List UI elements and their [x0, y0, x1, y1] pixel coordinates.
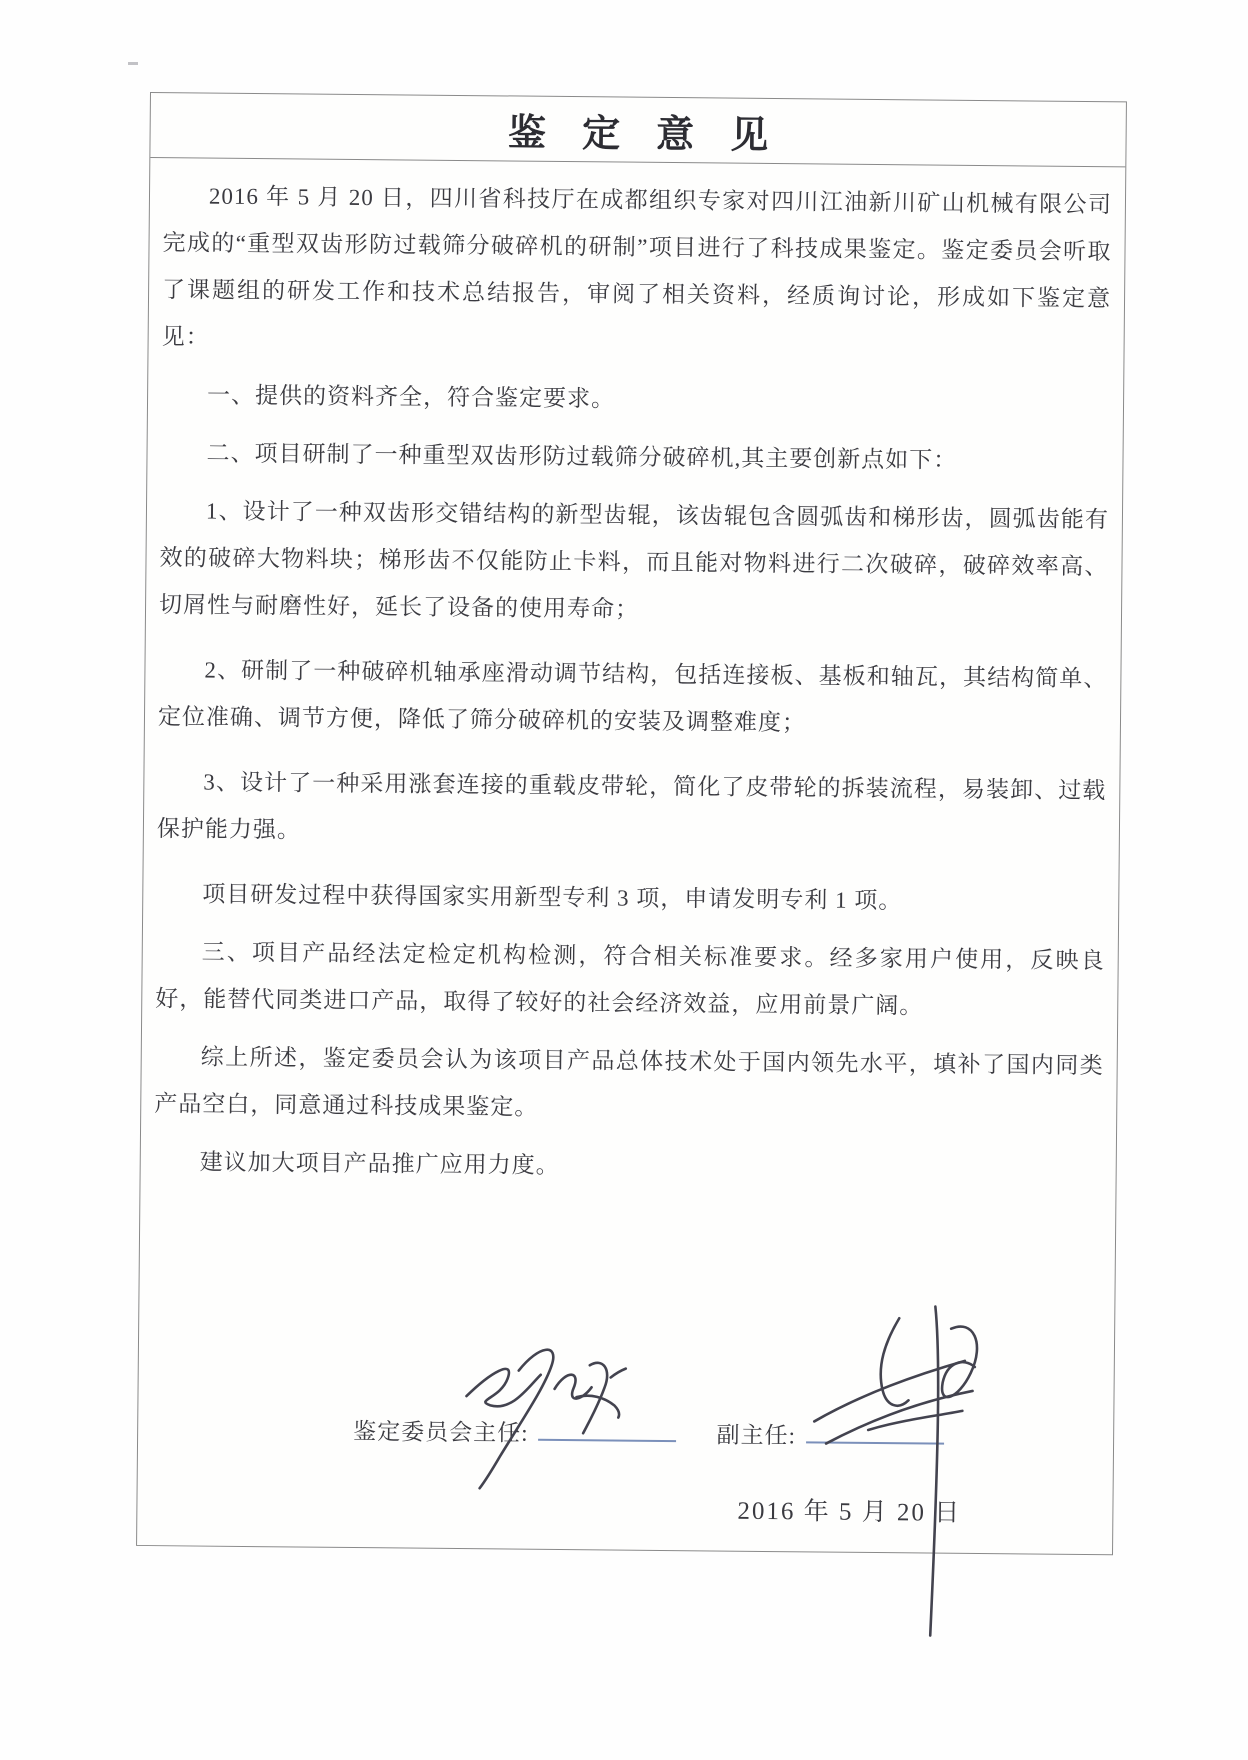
vice-chairman-signature	[808, 1299, 996, 1646]
appraisal-date: 2016 年 5 月 20 日	[737, 1497, 962, 1527]
document-body	[141, 158, 1126, 1194]
chairman-signature	[459, 1334, 636, 1576]
paragraph-innovation-2: 2、研制了一种破碎机轴承座滑动调节结构，包括连接板、基板和轴瓦，其结构简单、定位准确、调节方便，降低了筛分破碎机的安装及调整难度；	[157, 657, 1108, 736]
paragraph-conclusion: 综上所述，鉴定委员会认为该项目产品总体技术处于国内领先水平，填补了国内同类产品空白，同意通过科技成果鉴定。	[154, 1044, 1104, 1120]
title-bar	[150, 93, 1126, 167]
paragraph-point-3: 三、项目产品经法定检定机构检测，符合相关标准要求。经多家用户使用，反映良好，能替代同类进口产品，取得了较好的社会经济效益，应用前景广阔。	[155, 939, 1105, 1019]
paragraph-innovation-1: 1、设计了一种双齿形交错结构的新型齿辊，该齿辊包含圆弧齿和梯形齿，圆弧齿能有效的破碎大物料块；梯形齿不仅能防止卡料，而且能对物料进行二次破碎，破碎效率高、切屑性与耐磨性好，延长了设备的使用寿命；	[158, 498, 1110, 622]
paragraph-point-1: 一、提供的资料齐全，符合鉴定要求。	[206, 382, 616, 412]
paragraph-innovation-3: 3、设计了一种采用涨套连接的重载皮带轮，简化了皮带轮的拆装流程，易装卸、过载保护能力强。	[156, 769, 1107, 843]
scan-artifact	[128, 62, 138, 65]
paragraph-intro: 2016 年 5 月 20 日，四川省科技厅在成都组织专家对四川江油新川矿山机械有限公司完成的“重型双齿形防过载筛分破碎机的研制”项目进行了科技成果鉴定。鉴定委员会听取了课题组的研发工作和技术总结报告，审阅了相关资料，经质询讨论，形成如下鉴定意见：	[161, 183, 1113, 350]
page-title: 鉴定意见	[507, 111, 805, 157]
document-border	[136, 92, 1127, 1555]
paragraph-patents: 项目研发过程中获得国家实用新型专利 3 项，申请发明专利 1 项。	[202, 881, 903, 914]
paragraph-point-2: 二、项目研制了一种重型双齿形防过载筛分破碎机,其主要创新点如下：	[206, 440, 958, 473]
paragraph-suggestion: 建议加大项目产品推广应用力度。	[199, 1149, 560, 1178]
vice-chairman-label: 副主任:	[716, 1422, 797, 1449]
chairman-label: 鉴定委员会主任:	[353, 1419, 529, 1446]
